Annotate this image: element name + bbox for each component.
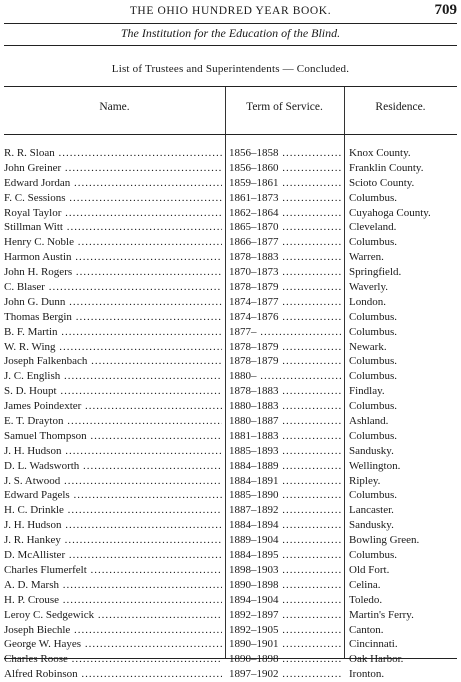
table-row <box>4 235 457 250</box>
residence: Scioto County. <box>349 176 415 189</box>
residence: Waverly. <box>349 281 389 294</box>
trustee-name: Charles Roose ..... <box>4 652 222 667</box>
table-row <box>4 593 457 608</box>
table-row <box>4 146 457 161</box>
table-row <box>4 220 457 235</box>
table-row <box>4 325 457 340</box>
trustee-name: Leroy C. Sedgewick ..... <box>4 608 222 623</box>
residence: Columbus. <box>349 236 397 249</box>
residence: Ironton. <box>349 668 385 681</box>
table-row <box>4 310 457 325</box>
table-row <box>4 384 457 399</box>
column-header-residence: Residence. <box>375 101 426 113</box>
table-row <box>4 563 457 578</box>
trustee-name: C. Blaser ..... <box>4 280 222 295</box>
term-of-service: 1866–1877 ..... <box>229 235 341 250</box>
term-of-service: 1887–1892 ..... <box>229 503 341 518</box>
term-of-service: 1878–1883 ..... <box>229 250 341 265</box>
residence: Findlay. <box>349 385 385 398</box>
running-title: THE OHIO HUNDRED YEAR BOOK. <box>129 5 332 17</box>
term-of-service: 1870–1873 ..... <box>229 265 341 280</box>
table-row <box>4 548 457 563</box>
term-of-service: 1897–1902 ..... <box>229 667 341 682</box>
trustee-name: John H. Rogers ..... <box>4 265 222 280</box>
table-row <box>4 578 457 593</box>
residence: Columbus. <box>349 310 397 323</box>
trustee-name: F. C. Sessions ..... <box>4 191 222 206</box>
trustee-name: J. R. Hankey ..... <box>4 533 222 548</box>
term-of-service: 1890–1898 ..... <box>229 578 341 593</box>
term-of-service: 1884–1894 ..... <box>229 518 341 533</box>
trustee-name: B. F. Martin ..... <box>4 325 222 340</box>
residence: Celina. <box>349 578 381 591</box>
trustee-name: James Poindexter ..... <box>4 399 222 414</box>
table-row <box>4 206 457 221</box>
term-of-service: 1880– ..... <box>229 369 341 384</box>
term-of-service: 1877– ..... <box>229 325 341 340</box>
residence: Cincinnati. <box>349 638 398 651</box>
trustee-name: H. C. Drinkle ..... <box>4 503 222 518</box>
residence: Columbus. <box>349 325 397 338</box>
term-of-service: 1878–1883 ..... <box>229 384 341 399</box>
trustee-name: John G. Dunn ..... <box>4 295 222 310</box>
residence: Franklin County. <box>349 161 424 174</box>
term-of-service: 1898–1903 ..... <box>229 563 341 578</box>
table-row <box>4 369 457 384</box>
column-header-term: Term of Service. <box>246 101 323 113</box>
table-row <box>4 667 457 682</box>
term-of-service: 1889–1904 ..... <box>229 533 341 548</box>
table-row <box>4 295 457 310</box>
table-row <box>4 265 457 280</box>
term-of-service: 1878–1879 ..... <box>229 354 341 369</box>
trustee-name: Charles Flumerfelt ..... <box>4 563 222 578</box>
term-of-service: 1890–1898 ..... <box>229 652 341 667</box>
term-of-service: 1861–1873 ..... <box>229 191 341 206</box>
trustee-name: Stillman Witt ..... <box>4 220 222 235</box>
residence: Canton. <box>349 623 384 636</box>
residence: Columbus. <box>349 489 397 502</box>
term-of-service: 1890–1901 ..... <box>229 637 341 652</box>
trustee-name: D. McAllister ..... <box>4 548 222 563</box>
trustee-name: Henry C. Noble ..... <box>4 235 222 250</box>
trustees-table <box>4 86 457 681</box>
trustee-name: Alfred Robinson ..... <box>4 667 222 682</box>
trustee-name: J. C. English ..... <box>4 369 222 384</box>
term-of-service: 1881–1883 ..... <box>229 429 341 444</box>
residence: Warren. <box>349 251 384 264</box>
term-of-service: 1884–1891 ..... <box>229 474 341 489</box>
trustee-name: W. R. Wing ..... <box>4 340 222 355</box>
trustee-name: R. R. Sloan ..... <box>4 146 222 161</box>
term-of-service: 1862–1864 ..... <box>229 206 341 221</box>
residence: Ripley. <box>349 474 381 487</box>
table-row <box>4 608 457 623</box>
table-row <box>4 637 457 652</box>
table-row <box>4 414 457 429</box>
residence: Old Fort. <box>349 563 390 576</box>
table-row <box>4 340 457 355</box>
header-rule <box>4 134 457 135</box>
trustee-name: Joseph Biechle ..... <box>4 623 222 638</box>
residence: London. <box>349 295 386 308</box>
term-of-service: 1856–1858 ..... <box>229 146 341 161</box>
table-row <box>4 518 457 533</box>
table-row <box>4 354 457 369</box>
term-of-service: 1884–1889 ..... <box>229 459 341 474</box>
table-row <box>4 652 457 667</box>
term-of-service: 1856–1860 ..... <box>229 161 341 176</box>
residence: Toledo. <box>349 593 383 606</box>
residence: Knox County. <box>349 147 411 159</box>
trustee-name: H. P. Crouse ..... <box>4 593 222 608</box>
table-row <box>4 488 457 503</box>
residence: Cuyahoga County. <box>349 206 431 219</box>
table-caption: List of Trustees and Superintendents — Concluded. <box>111 63 350 75</box>
table-row <box>4 429 457 444</box>
page-header <box>0 2 461 24</box>
table-row <box>4 280 457 295</box>
table-row <box>4 474 457 489</box>
residence: Wellington. <box>349 459 401 472</box>
residence: Cleveland. <box>349 221 397 234</box>
table-row <box>4 623 457 638</box>
term-of-service: 1859–1861 ..... <box>229 176 341 191</box>
trustee-name: J. H. Hudson ..... <box>4 444 222 459</box>
residence: Columbus. <box>349 191 397 204</box>
table-body <box>4 146 457 682</box>
residence: Oak Harbor. <box>349 653 404 666</box>
table-row <box>4 444 457 459</box>
term-of-service: 1885–1890 ..... <box>229 488 341 503</box>
page-number: 709 <box>434 2 457 18</box>
residence: Ashland. <box>349 415 389 428</box>
table-row <box>4 399 457 414</box>
trustee-name: A. D. Marsh ..... <box>4 578 222 593</box>
trustee-name: Royal Taylor ..... <box>4 206 222 221</box>
table-row <box>4 191 457 206</box>
trustee-name: D. L. Wadsworth ..... <box>4 459 222 474</box>
residence: Newark. <box>349 340 387 353</box>
term-of-service: 1878–1879 ..... <box>229 280 341 295</box>
trustee-name: Samuel Thompson ..... <box>4 429 222 444</box>
trustee-name: Joseph Falkenbach ..... <box>4 354 222 369</box>
term-of-service: 1885–1893 ..... <box>229 444 341 459</box>
term-of-service: 1878–1879 ..... <box>229 340 341 355</box>
term-of-service: 1884–1895 ..... <box>229 548 341 563</box>
table-row <box>4 250 457 265</box>
term-of-service: 1874–1877 ..... <box>229 295 341 310</box>
term-of-service: 1880–1883 ..... <box>229 399 341 414</box>
term-of-service: 1892–1905 ..... <box>229 623 341 638</box>
residence: Columbus. <box>349 370 397 383</box>
section-subtitle: The Institution for the Education of the Blind. <box>120 26 341 40</box>
residence: Sandusky. <box>349 444 394 457</box>
table-row <box>4 161 457 176</box>
residence: Lancaster. <box>349 504 394 517</box>
subtitle-rule <box>4 45 457 46</box>
trustee-name: Harmon Austin ..... <box>4 250 222 265</box>
table-row <box>4 459 457 474</box>
trustee-name: Edward Jordan ..... <box>4 176 222 191</box>
table-row <box>4 503 457 518</box>
trustee-name: J. H. Hudson ..... <box>4 518 222 533</box>
term-of-service: 1892–1897 ..... <box>229 608 341 623</box>
residence: Columbus. <box>349 400 397 413</box>
header-rule <box>4 23 457 24</box>
trustee-name: S. D. Houpt ..... <box>4 384 222 399</box>
trustee-name: George W. Hayes ..... <box>4 637 222 652</box>
table-row <box>4 176 457 191</box>
term-of-service: 1874–1876 ..... <box>229 310 341 325</box>
trustee-name: Edward Pagels ..... <box>4 488 222 503</box>
residence: Columbus. <box>349 549 397 562</box>
trustee-name: J. S. Atwood ..... <box>4 474 222 489</box>
term-of-service: 1894–1904 ..... <box>229 593 341 608</box>
column-header-name: Name. <box>99 101 130 113</box>
residence: Bowling Green. <box>349 534 420 547</box>
residence: Martin's Ferry. <box>349 608 414 621</box>
trustee-name: E. T. Drayton ..... <box>4 414 222 429</box>
residence: Sandusky. <box>349 519 394 532</box>
residence: Springfield. <box>349 266 402 279</box>
residence: Columbus. <box>349 355 397 368</box>
term-of-service: 1880–1887 ..... <box>229 414 341 429</box>
residence: Columbus. <box>349 429 397 442</box>
trustee-name: John Greiner ..... <box>4 161 222 176</box>
term-of-service: 1865–1870 ..... <box>229 220 341 235</box>
table-row <box>4 533 457 548</box>
trustee-name: Thomas Bergin ..... <box>4 310 222 325</box>
